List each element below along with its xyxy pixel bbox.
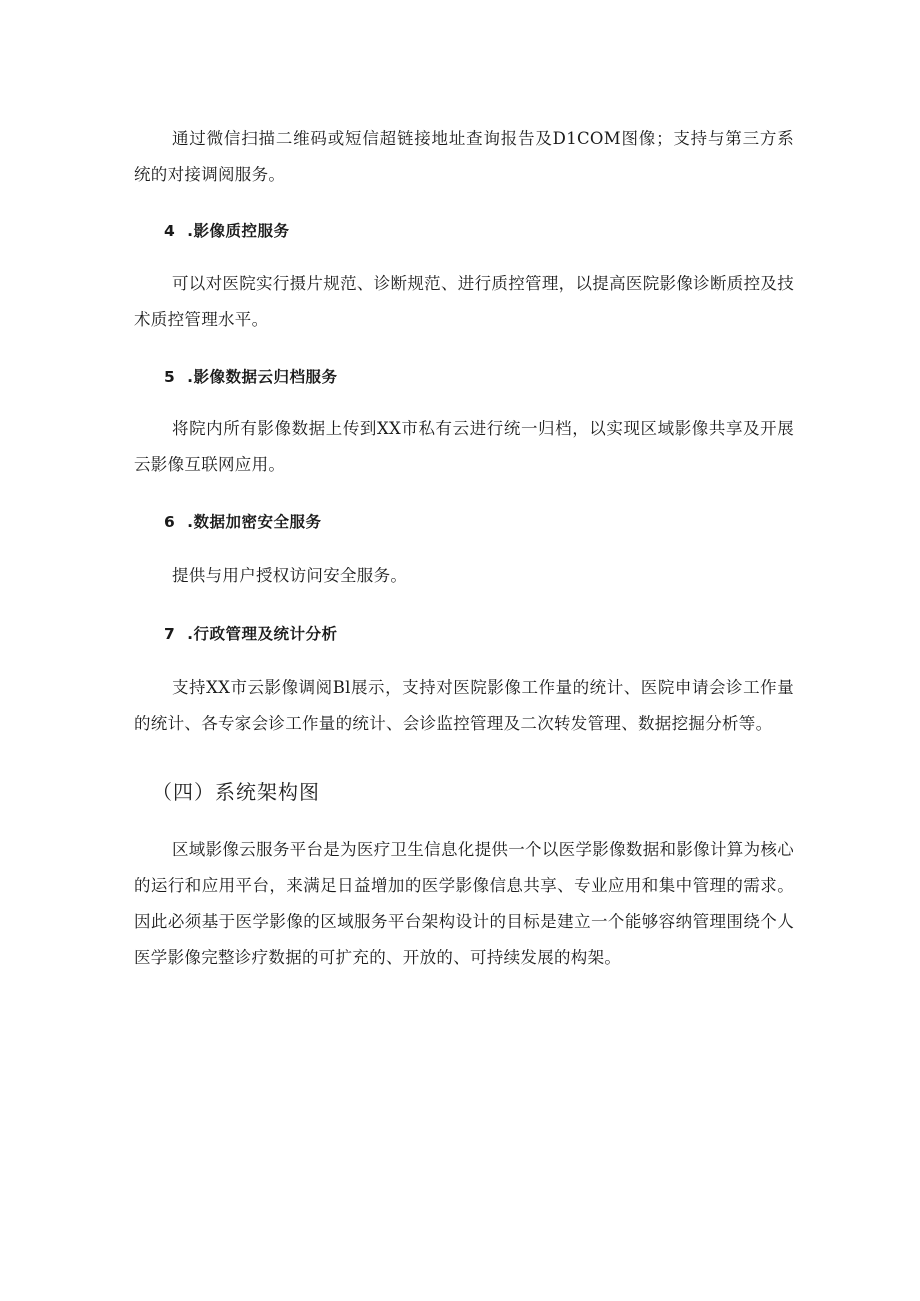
heading-admin-statistics: 7 .行政管理及统计分析 xyxy=(164,625,338,643)
heading-image-quality-control: 4 .影像质控服务 xyxy=(164,222,290,240)
paragraph-quality-control: 可以对医院实行摄片规范、诊断规范、进行质控管理，以提高医院影像诊断质控及技术质控管理水平。 xyxy=(134,274,794,329)
section-title-architecture: （四）系统架构图 xyxy=(152,780,320,804)
paragraph-admin-statistics: 支持XX市云影像调阅Bl展示，支持对医院影像工作量的统计、医院申请会诊工作量的统计、各专家会诊工作量的统计、会诊监控管理及二次转发管理、数据挖掘分析等。 xyxy=(134,678,794,733)
heading-data-encryption: 6 .数据加密安全服务 xyxy=(164,513,322,531)
paragraph-cloud-archive: 将院内所有影像数据上传到XX市私有云进行统一归档，以实现区域影像共享及开展云影像互联网应用。 xyxy=(134,419,794,474)
heading-cloud-archive: 5 .影像数据云归档服务 xyxy=(164,368,338,386)
paragraph-report-query: 通过微信扫描二维码或短信超链接地址查询报告及D1COM图像；支持与第三方系统的对接调阅服务。 xyxy=(134,129,794,184)
paragraph-platform-overview: 区域影像云服务平台是为医疗卫生信息化提供一个以医学影像数据和影像计算为核心的运行和应用平台，来满足日益增加的医学影像信息共享、专业应用和集中管理的需求。因此必须基于医学影像的区域服务平台架构设计的目标是建立一个能够容纳管理围绕个人医学影像完整诊疗数据的可扩充的、开放的、可持续发展的构架。 xyxy=(134,840,794,967)
paragraph-data-encryption: 提供与用户授权访问安全服务。 xyxy=(172,566,408,585)
